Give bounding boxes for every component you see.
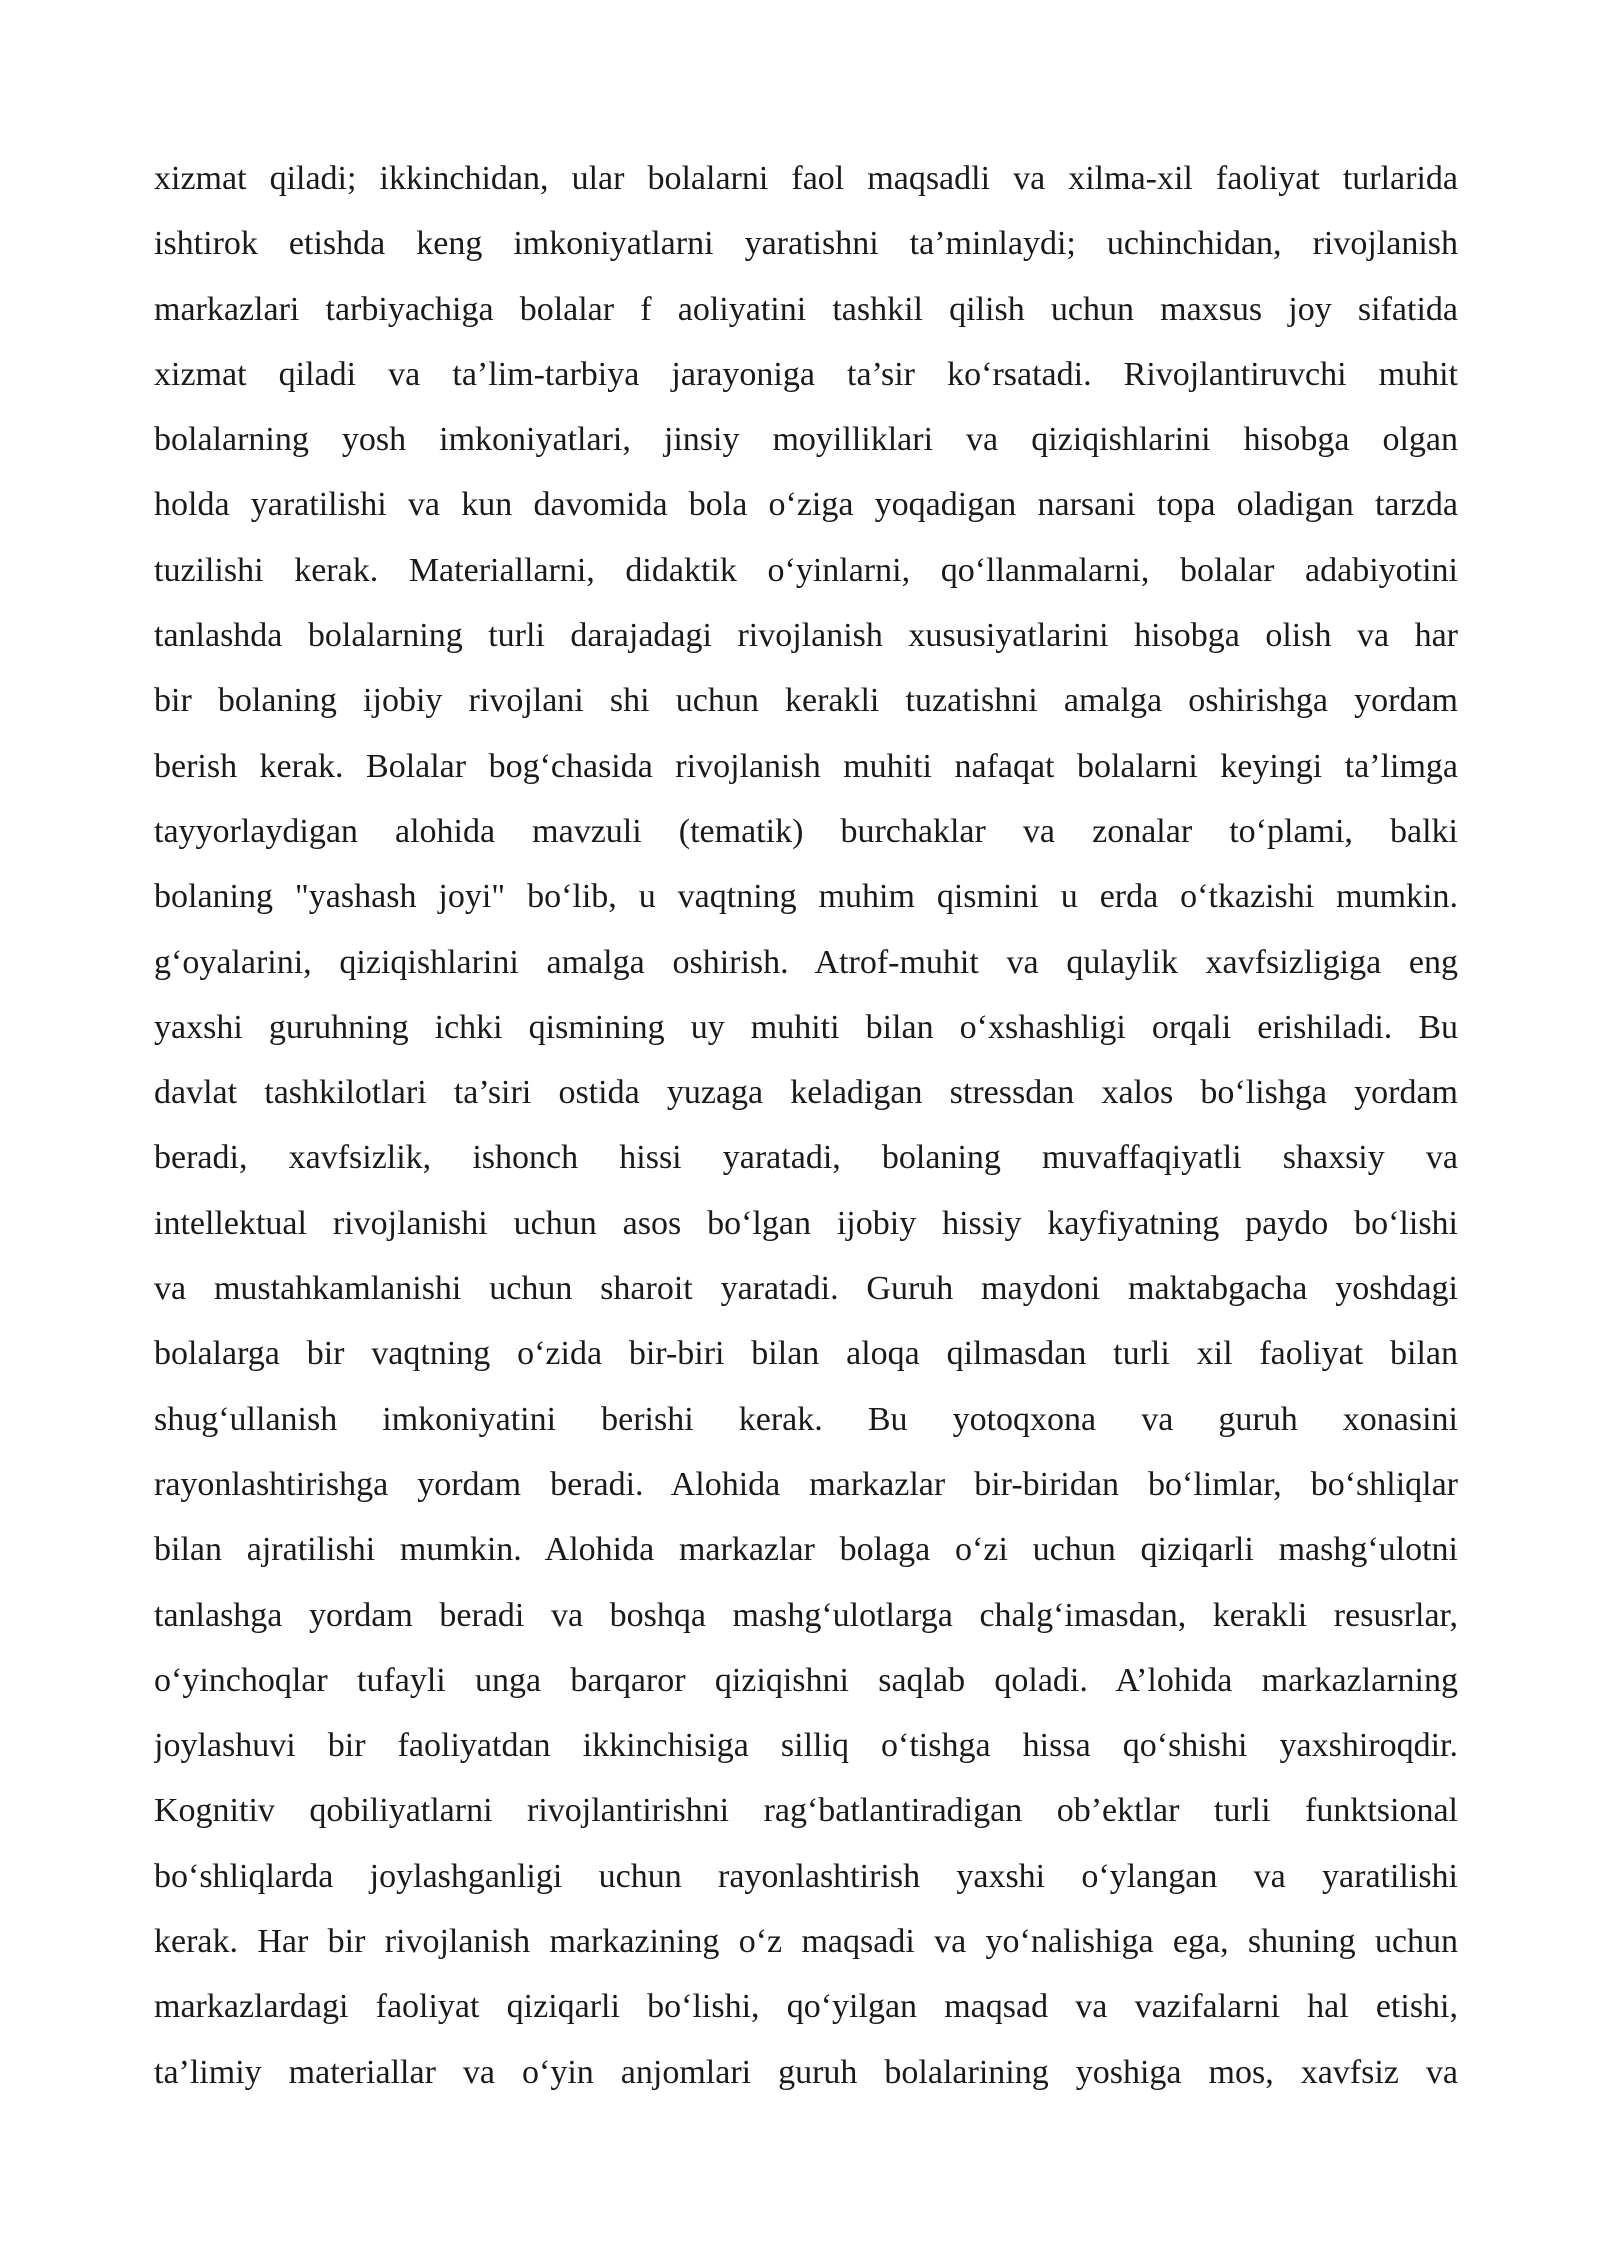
text-line: beradi, xavfsizlik, ishonch hissi yaratadi, bolaning muvaffaqiyatli shaxsiy va (154, 1139, 1458, 1177)
text-line: shug‘ullanish imkoniyatini berishi kerak. Bu yotoqxona va guruh xonasini (154, 1400, 1458, 1438)
text-line: xizmat qiladi va ta’lim-tarbiya jarayoniga ta’sir ko‘rsatadi. Rivojlantiruvchi muhit (154, 355, 1458, 393)
text-line: intellektual rivojlanishi uchun asos bo‘lgan ijobiy hissiy kayfiyatning paydo bo‘lishi (154, 1204, 1458, 1242)
text-line: ta’limiy materiallar va o‘yin anjomlari guruh bolalarining yoshiga mos, xavfsiz va (154, 2053, 1458, 2091)
text-line: kerak. Har bir rivojlanish markazining o‘z maqsadi va yo‘nalishiga ega, shuning uchun (154, 1923, 1458, 1961)
text-line: xizmat qiladi; ikkinchidan, ular bolalarni faol maqsadli va xilma-xil faoliyat turlarida (154, 160, 1458, 197)
text-line: Kognitiv qobiliyatlarni rivojlantirishni rag‘batlantiradigan ob’ektlar turli funktsional (154, 1792, 1458, 1830)
text-line: tanlashda bolalarning turli darajadagi rivojlanish xususiyatlarini hisobga olish va har (154, 617, 1458, 655)
text-line: tuzilishi kerak. Materiallarni, didaktik o‘yinlarni, qo‘llanmalarni, bolalar adabiyotini (154, 551, 1458, 589)
text-line: va mustahkamlanishi uchun sharoit yaratadi. Guruh maydoni maktabgacha yoshdagi (154, 1270, 1458, 1308)
text-line: g‘oyalarini, qiziqishlarini amalga oshirish. Atrof-muhit va qulaylik xavfsizligiga eng (154, 943, 1458, 981)
body-text (154, 146, 1458, 2105)
text-line: holda yaratilishi va kun davomida bola o‘ziga yoqadigan narsani topa oladigan tarzda (154, 486, 1458, 524)
text-line: bilan ajratilishi mumkin. Alohida markazlar bolaga o‘zi uchun qiziqarli mashg‘ulotni (154, 1531, 1458, 1569)
text-line: bir bolaning ijobiy rivojlani shi uchun kerakli tuzatishni amalga oshirishga yordam (154, 682, 1458, 720)
text-line: bolalarning yosh imkoniyatlari, jinsiy moyilliklari va qiziqishlarini hisobga olgan (154, 421, 1458, 459)
text-line: bolalarga bir vaqtning o‘zida bir-biri bilan aloqa qilmasdan turli xil faoliyat bilan (154, 1335, 1458, 1373)
text-line: bo‘shliqlarda joylashganligi uchun rayonlashtirish yaxshi o‘ylangan va yaratilishi (154, 1857, 1458, 1895)
text-line: tayyorlaydigan alohida mavzuli (tematik) burchaklar va zonalar to‘plami, balki (154, 812, 1458, 850)
text-line: markazlari tarbiyachiga bolalar f aoliyatini tashkil qilish uchun maxsus joy sifatida (154, 290, 1458, 328)
text-line: rayonlashtirishga yordam beradi. Alohida markazlar bir-biridan bo‘limlar, bo‘shliqlar (154, 1465, 1458, 1503)
text-line: tanlashga yordam beradi va boshqa mashg‘ulotlarga chalg‘imasdan, kerakli resusrlar, (154, 1596, 1458, 1634)
text-line: berish kerak. Bolalar bog‘chasida rivojlanish muhiti nafaqat bolalarni keyingi ta’limga (154, 747, 1458, 785)
text-line: o‘yinchoqlar tufayli unga barqaror qiziqishni saqlab qoladi. A’lohida markazlarning (154, 1661, 1458, 1699)
text-line: davlat tashkilotlari ta’siri ostida yuzaga keladigan stressdan xalos bo‘lishga yordam (154, 1074, 1458, 1112)
text-line: markazlardagi faoliyat qiziqarli bo‘lishi, qo‘yilgan maqsad va vazifalarni hal etishi, (154, 1988, 1458, 2026)
text-line: ishtirok etishda keng imkoniyatlarni yaratishni ta’minlaydi; uchinchidan, rivojlanish (154, 225, 1458, 263)
text-line: joylashuvi bir faoliyatdan ikkinchisiga silliq o‘tishga hissa qo‘shishi yaxshiroqdir. (154, 1727, 1458, 1765)
text-line: bolaning "yashash joyi" bo‘lib, u vaqtning muhim qismini u erda o‘tkazishi mumkin. (154, 878, 1458, 916)
text-line: yaxshi guruhning ichki qismining uy muhiti bilan o‘xshashligi orqali erishiladi. Bu (154, 1008, 1458, 1046)
